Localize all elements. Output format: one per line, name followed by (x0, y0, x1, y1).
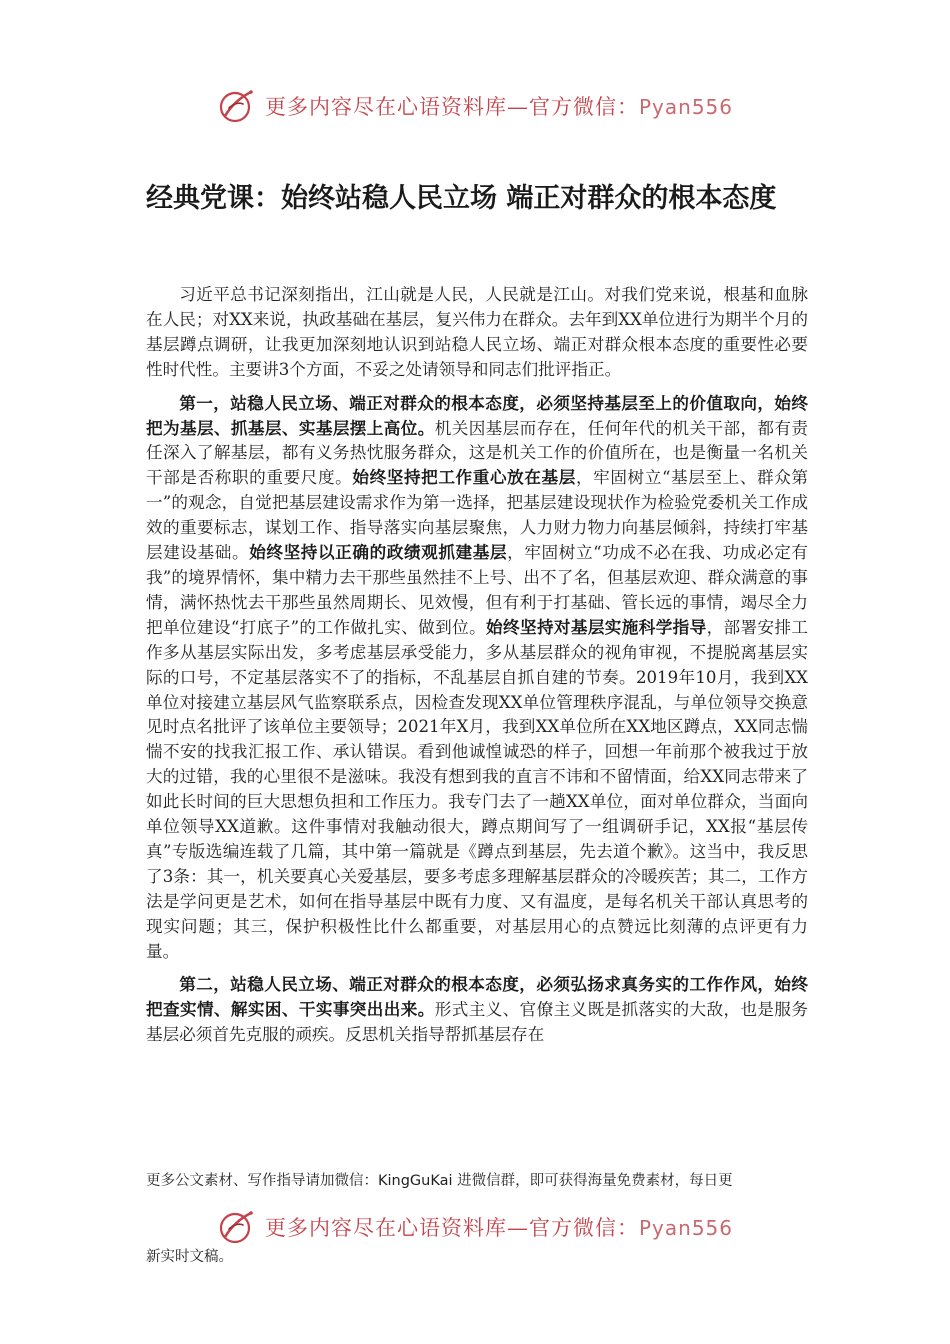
intro-paragraph: 习近平总书记深刻指出，江山就是人民，人民就是江山。对我们党来说，根基和血脉在人民；对XX来说，执政基础在基层，复兴伟力在群众。去年到XX单位进行为期半个月的基层蹲点调研，让我更加深刻地认识到站稳人民立场、端正对群众根本态度的重要性必要性时代性。主要讲3个方面，不妥之处请领导和同志们批评指正。 (146, 285, 808, 379)
section1-lead: 第一，站稳人民立场、端正对群众的根本态度，必须坚持基层至上的价值取向，始终把为基层、抓基层、实基层摆上高位。 (146, 393, 808, 438)
footer-note: 更多公文素材、写作指导请加微信：KingGuKai 进微信群，即可获得海量免费素材，每日更 (146, 1173, 733, 1189)
section1-point1: 始终坚持把工作重心放在基层 (352, 468, 576, 488)
banner-wechat-id: Pyan556 (638, 95, 733, 119)
banner-text: 更多内容尽在心语资料库—官方微信：Pyan556 (264, 1216, 733, 1240)
footer-watermark-banner (0, 1205, 950, 1249)
document-body (146, 283, 808, 1057)
section1-paragraph: 第一，站稳人民立场、端正对群众的根本态度，必须坚持基层至上的价值取向，始终把为基层、抓基层、实基层摆上高位。机关因基层而存在，任何年代的机关干部，都有责任深入了解基层，都有义务热忱服务群众，这是机关工作的价值所在，也是衡量一名机关干部是否称职的重要尺度。始终坚持把工作重心放在基层，牢固树立“基层至上、群众第一”的观念，自觉把基层建设需求作为第一选择，把基层建设现状作为检验党委机关工作成效的重要标志，谋划工作、指导落实向基层聚焦，人力财力物力向基层倾斜，持续打牢基层建设基础。始终坚持以正确的政绩观抓建基层，牢固树立“功成不必在我、功成必定有我”的境界情怀，集中精力去干那些虽然挂不上号、出不了名，但基层欢迎、群众满意的事情，满怀热忱去干那些虽然周期长、见效慢，但有利于打基础、管长远的事情，竭尽全力把单位建设“打底子”的工作做扎实、做到位。始终坚持对基层实施科学指导，部署安排工作多从基层实际出发，多考虑基层承受能力，多从基层群众的视角审视，不提脱离基层实际的口号，不定基层落实不了的指标，不乱基层自抓自建的节奏。2019年10月，我到XX单位对接建立基层风气监察联系点，因检查发现XX单位管理秩序混乱，与单位领导交换意见时点名批评了该单位主要领导；2021年X月，我到XX单位所在XX地区蹲点，XX同志惴惴不安的找我汇报工作、承认错误。看到他诚惶诚恐的样子，回想一年前那个被我过于放大的过错，我的心里很不是滋味。我没有想到我的直言不讳和不留情面，给XX同志带来了如此长时间的巨大思想负担和工作压力。我专门去了一趟XX单位，面对单位群众，当面向单位领导XX道歉。这件事情对我触动很大，蹲点期间写了一组调研手记，XX报“基层传真”专版选编连载了几篇，其中第一篇就是《蹲点到基层，先去道个歉》。这当中，我反思了3条：其一，机关要真心关爱基层，要多考虑多理解基层群众的冷暖疾苦；其二，工作方法是学问更是艺术，如何在指导基层中既有力度、又有温度，是每名机关干部认真思考的现实问题；其三，保护积极性比什么都重要，对基层用心的点赞远比刻薄的点评更有力量。 (146, 393, 809, 961)
section2-paragraph: 第二，站稳人民立场、端正对群众的根本态度，必须弘扬求真务实的工作作风，始终把查实情、解实困、干实事突出出来。形式主义、官僚主义既是抓落实的大敌，也是服务基层必须首先克服的顽疾。反思机关指导帮抓基层存在 (146, 975, 808, 1045)
section1-point3: 始终坚持对基层实施科学指导 (486, 617, 707, 637)
banner-text: 更多内容尽在心语资料库—官方微信：Pyan556 (264, 95, 733, 119)
page-title: 经典党课：始终站稳人民立场 端正对群众的根本态度 (146, 183, 777, 214)
brush-logo-icon (217, 86, 257, 126)
brush-logo-icon (217, 1207, 257, 1247)
header-watermark-banner (0, 84, 950, 128)
section2-lead: 第二，站稳人民立场、端正对群众的根本态度，必须弘扬求真务实的工作作风，始终把查实情、解实困、干实事突出出来。 (146, 975, 808, 1020)
section1-point2: 始终坚持以正确的政绩观抓建基层 (249, 543, 508, 563)
banner-wechat-id: Pyan556 (638, 1216, 733, 1240)
footer-note-continued: 新实时文稿。 (146, 1249, 233, 1265)
